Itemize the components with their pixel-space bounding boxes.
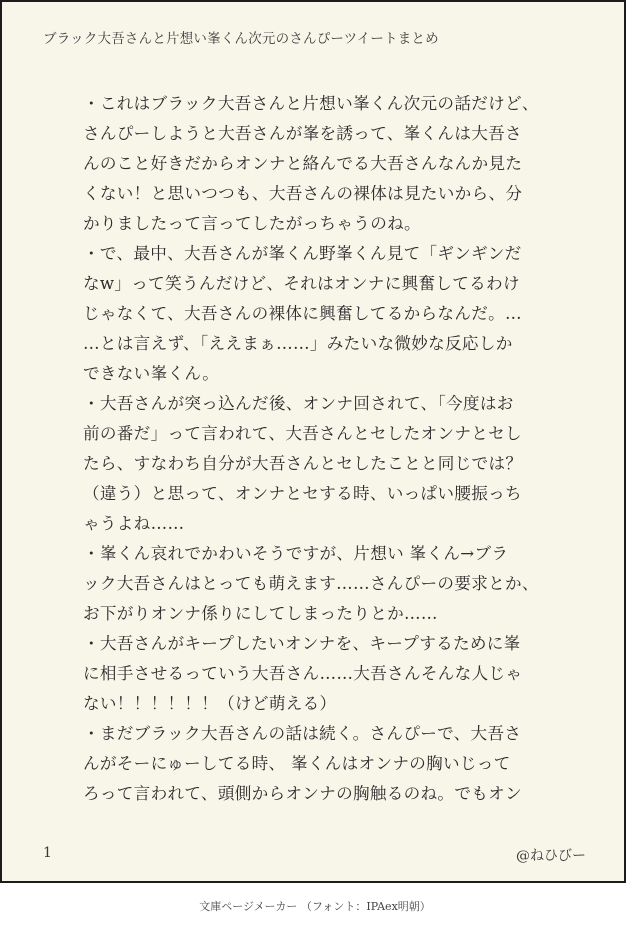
text-line: ろって言われて、頭側からオンナの胸触るのね。でもオン xyxy=(83,784,522,803)
text-line: んのこと好きだからオンナと絡んでる大吾さんなんか見た xyxy=(83,154,523,173)
text-line: ゃうよね…… xyxy=(83,514,185,533)
text-line: たら、すなわち自分が大吾さんとセしたことと同じでは？ xyxy=(83,454,523,473)
text-line: お下がりオンナ係りにしてしまったりとか…… xyxy=(83,604,438,623)
page-title: ブラック大吾さんと片想い峯くん次元のさんぴーツイートまとめ xyxy=(43,31,439,47)
text-line: …とは言えず、「ええまぁ……」みたいな微妙な反応しか xyxy=(83,334,513,353)
text-line: ・まだブラック大吾さんの話は続く。さんぴーで、大吾さ xyxy=(83,724,522,743)
text-line: くない！と思いつつも、大吾さんの裸体は見たいから、分 xyxy=(83,184,523,203)
text-line: ・で、最中、大吾さんが峯くん野峯くん見て「ギンギンだ xyxy=(83,244,522,263)
text-line: んがそーにゅーしてる時、 峯くんはオンナの胸いじって xyxy=(83,754,511,773)
text-line: さんぴーしようと大吾さんが峯を誘って、峯くんは大吾さ xyxy=(83,124,522,143)
text-line: できない峯くん。 xyxy=(83,364,220,383)
text-line: ・大吾さんが突っ込んだ後、オンナ回されて、「今度はお xyxy=(83,394,514,413)
text-line: ・これはブラック大吾さんと片想い峯くん次元の話だけど、 xyxy=(83,94,539,113)
text-line: ック大吾さんはとっても萌えます……さんぴーの要求とか、 xyxy=(83,574,539,593)
footer-credit: 文庫ページメーカー （フォント：IPAex明朝） xyxy=(199,900,431,913)
body-text xyxy=(83,89,573,809)
text-line: かりましたって言ってしたがっちゃうのね。 xyxy=(83,214,421,233)
text-line: 前の番だ」って言われて、大吾さんとセしたオンナとセし xyxy=(83,424,522,443)
text-line: ・大吾さんがキープしたいオンナを、キープするために峯 xyxy=(83,634,521,653)
text-line: じゃなくて、大吾さんの裸体に興奮してるからなんだ。… xyxy=(83,304,522,323)
page-number: 1 xyxy=(43,845,52,861)
text-line: に相手させるっていう大吾さん……大吾さんそんな人じゃ xyxy=(83,664,523,683)
author-handle: @ねひびー xyxy=(516,848,586,864)
text-line: （違う）と思って、オンナとセする時、いっぱい腰振っち xyxy=(83,484,522,503)
text-line: ない！！！！！！（けど萌える） xyxy=(83,694,337,713)
text-line: ・峯くん哀れでかわいそうですが、片想い 峯くん→ブラ xyxy=(83,544,509,563)
text-line: なw」って笑うんだけど、それはオンナに興奮してるわけ xyxy=(83,274,520,293)
